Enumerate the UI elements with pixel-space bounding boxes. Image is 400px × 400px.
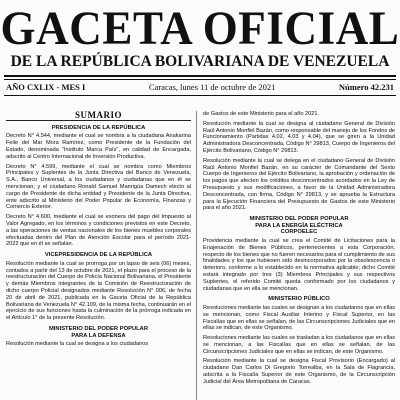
dateline-rule	[4, 95, 396, 96]
right-column	[196, 111, 400, 400]
section-heading: MINISTERIO PÚBLICO	[268, 296, 330, 303]
section-heading: VICEPRESIDENCIA DE LA REPÚBLICA	[44, 252, 153, 259]
summary-paragraph: Resolución mediante la cual se prorroga por un lapso de seis (06) meses, contados a partir del 13 de octubre de 2021, el plazo para el proceso de la reestructuración del Cuerpo de Policía Nacional Bolivariana, el Presidente y demás Miembros integrantes de la Comisión de Reestructuración de dicho cuerpo Policial designados mediante Resolución N° 006, de fecha 20 de abril de 2021, publicada en la Gaceta Oficial de la República Bolivariana de Venezuela N° 42.109, de la misma fecha, continuarán en el ejercicio de sus funciones hasta la culminación de la prórroga indicada en el Artículo 1° de la presente Resolución.	[6, 260, 191, 322]
summary-paragraph: de Gastos de este Ministerio para el año 2021.	[203, 111, 319, 117]
summary-paragraph: Resolución mediante la cual se designa al ciudadano General de División Raúl Antonio Monfiel Bazán, como responsable del manejo de los Fondos de Funcionamiento (Partidas 4.02, 4.03 y 4.04), que se giren a la Unidad Administradora Desconcentrada, Código N° 29813, Cuerpo de Ingenieros del Ejército Bolivariano, Código N° 29813.	[203, 120, 395, 154]
summary-paragraph: Resolución mediante la cual se designa Fiscal Provisorio (Encargado) al ciudadano Dan Carlos Di Gregorio Torrealba, en la Sala de Flagrancia, adscrita a la Fiscalía Superior de este Organismo, de la Circunscripción Judicial del Área Metropolitana de Caracas.	[203, 358, 395, 385]
summary-paragraph: Resolución mediante la cual se designa a los ciudadanos	[6, 341, 149, 348]
masthead-rule-thick	[4, 75, 396, 77]
masthead	[0, 0, 400, 71]
issue-number: Número 42.231	[338, 82, 394, 92]
summary-paragraph: Providencia mediante la cual se crea el Comité de Licitaciones para la Enajenación de Bienes Públicos, pertenecientes a esta Corporación, respecto de los bienes que no fueren necesarios para el cumplimiento de sus finalidades y los que hubiesen sido desincorporados por la obsolescencia o deterioro, conforme a lo establecido en la normativa aplicable; dicho Comité estará integrado por tres (3) Miembros Principales y sus respectivos Suplentes, el referido Comité queda conformado por los ciudadanos y ciudadanas que en ella se mencionan.	[203, 237, 395, 292]
gazette-title: GACETA OFICIAL	[0, 1, 400, 55]
summary-paragraph: Resolución mediante la cual se delega en el ciudadano General de División Raúl Antonio Monfiel Bazán, en su carácter de Comandante del Sexto Cuerpo de Ingenieros del Ejército Bolivariano, la aprobación y ordenación de los pagos que afecten los créditos desconcentrados acordados en la Ley de Presupuesto y sus modificaciones, a favor de la Unidad Administradora Desconcentrada, con firma, Código N° 29813, y se aprueba la Estructura para la Ejecución Financiera del Presupuesto de Gastos de este Ministerio para el año 2021.	[203, 157, 395, 212]
section-heading: PRESIDENCIA DE LA REPÚBLICA	[51, 124, 146, 131]
summary-paragraph: Decreto N° 4.544, mediante el cual se nombra a la ciudadana Anakarina Feile del Mar Mora Ramírez, como Presidente de la Fundación del Estado, denominada "Instituto Marca País", en calidad de Encargada, adscrito al Centro Internacional de Inversión Productiva.	[6, 133, 191, 160]
section-heading: MINISTERIO DEL PODER POPULAR PARA LA DEFENSA	[48, 325, 149, 339]
issue-year-month: AÑO CXLIX - MES I	[6, 82, 86, 92]
summary-paragraph: Resoluciones mediante las cuales se designan a los ciudadanos que en ellas se mencionan, como Fiscal Auxiliar Interino y Fiscal Superior, en las Fiscalías que en ellas se señalan, de las Circunscripciones Judiciales que en ellas se indican, de este Organismo.	[203, 304, 395, 332]
dateline	[0, 80, 400, 93]
gazette-subtitle: DE LA REPÚBLICA BOLIVARIANA DE VENEZUELA	[10, 53, 390, 70]
summary-paragraph: Decreto N° 4.600, mediante el cual se exonera del pago del Impuesto al Valor Agregado, en los términos y condiciones previstos en este Decreto, a las operaciones de ventas nacionales de los bienes muebles corporales efectuadas dentro del Plan de Atención Escolar para el período 2021-2022 que en él se señalan.	[6, 214, 191, 248]
gazette-body	[0, 111, 400, 400]
summary-paragraph: Decreto N° 4.599, mediante el cual se nombra como Miembros Principales y Suplentes de la Junta Directiva del Banco de Venezuela, S.A., Banco Universal, a los ciudadanos y ciudadanas que en él se mencionan; y el ciudadano Ronald Samuel Manrigúa Damech electo al cargo de Presidente de dicha entidad y Presidente de la Junta Directiva, ente adscrito al Ministerio del Poder Popular de Economía, Finanzas y Comercio Exterior.	[6, 163, 191, 211]
issue-place-date: Caracas, lunes 11 de octubre de 2021	[148, 82, 276, 92]
summary-paragraph: Resoluciones mediante las cuales se trasladan a los ciudadanos que en ellas se mencionan, a las Fiscalías que en ellas se señalan, de las Circunscripciones Judiciales que en ellas se indican, de este Organismo.	[203, 335, 395, 355]
section-heading: MINISTERIO DEL PODER POPULAR PARA LA ENERGÍA ELÉCTRICA CORPOELEC	[249, 216, 349, 236]
left-column	[0, 111, 196, 400]
sumario-heading: SUMARIO	[6, 111, 191, 121]
